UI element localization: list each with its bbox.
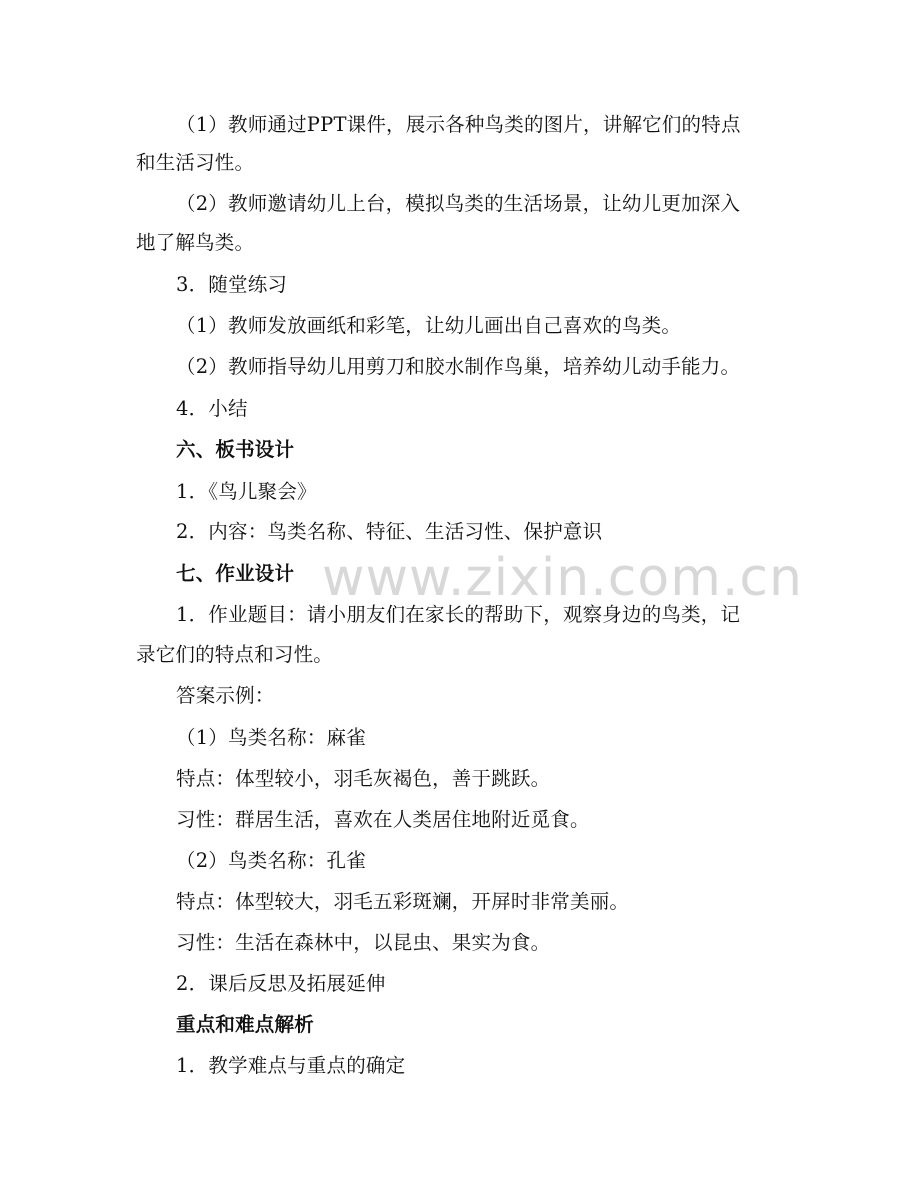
section-heading: 七、作业设计 bbox=[176, 562, 295, 585]
section-heading: 重点和难点解析 bbox=[176, 1013, 314, 1036]
list-item: （1）教师发放画纸和彩笔，让幼儿画出自己喜欢的鸟类。 bbox=[176, 314, 682, 337]
list-item: （2）鸟类名称：孔雀 bbox=[176, 849, 366, 872]
section-heading: 六、板书设计 bbox=[176, 438, 295, 461]
paragraph-line: 1．作业题目：请小朋友们在家长的帮助下，观察身边的鸟类，记 bbox=[176, 603, 741, 626]
watermark: www.zixin.com.cn bbox=[322, 548, 803, 608]
list-item: 2．课后反思及拓展延伸 bbox=[176, 972, 386, 995]
paragraph-line: 和生活习性。 bbox=[136, 151, 255, 174]
list-item: （1）鸟类名称：麻雀 bbox=[176, 726, 366, 749]
list-item: 2．内容：鸟类名称、特征、生活习性、保护意识 bbox=[176, 520, 603, 543]
paragraph-line: 答案示例： bbox=[176, 684, 275, 707]
list-item: 1．《鸟儿聚会》 bbox=[176, 480, 317, 503]
paragraph-line: （2）教师邀请幼儿上台，模拟鸟类的生活场景，让幼儿更加深入 bbox=[176, 192, 741, 215]
paragraph-line: 录它们的特点和习性。 bbox=[136, 643, 334, 666]
paragraph-line: 特点：体型较大，羽毛五彩斑斓，开屏时非常美丽。 bbox=[176, 890, 630, 913]
list-item: 3．随堂练习 bbox=[176, 273, 288, 296]
list-item: （2）教师指导幼儿用剪刀和胶水制作鸟巢，培养幼儿动手能力。 bbox=[176, 355, 741, 378]
paragraph-line: 习性：群居生活，喜欢在人类居住地附近觅食。 bbox=[176, 808, 590, 831]
paragraph-line: 习性：生活在森林中，以昆虫、果实为食。 bbox=[176, 931, 551, 954]
list-item: 1．教学难点与重点的确定 bbox=[176, 1054, 406, 1077]
paragraph-line: （1）教师通过PPT课件，展示各种鸟类的图片，讲解它们的特点 bbox=[176, 113, 741, 136]
paragraph-line: 特点：体型较小，羽毛灰褐色，善于跳跃。 bbox=[176, 767, 551, 790]
list-item: 4．小结 bbox=[176, 397, 248, 420]
paragraph-line: 地了解鸟类。 bbox=[136, 231, 255, 254]
